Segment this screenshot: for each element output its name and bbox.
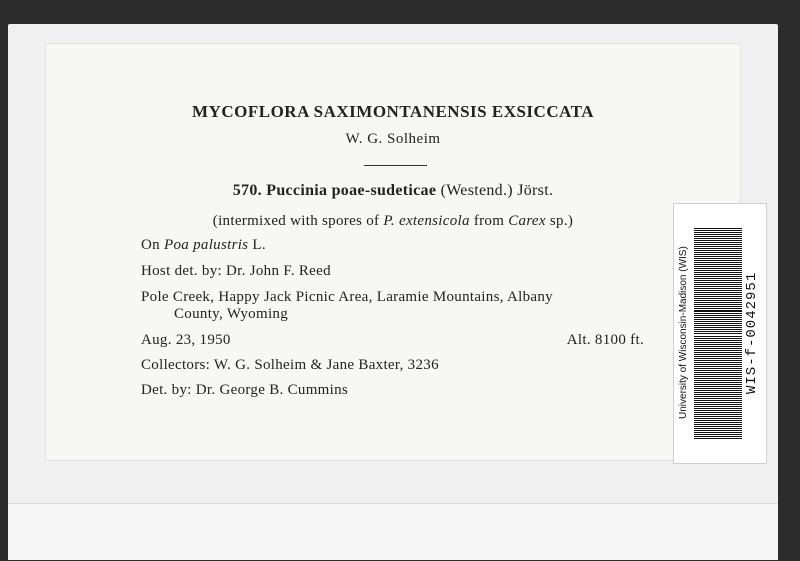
species-authority: (Westend.) Jörst.: [440, 182, 554, 199]
note-middle: from: [469, 213, 509, 229]
barcode-icon: [694, 228, 742, 440]
specimen-number: 570.: [232, 182, 262, 199]
host-det-line: Host det. by: Dr. John F. Reed: [141, 263, 331, 279]
host-authority: L.: [248, 237, 266, 253]
label-author: W. G. Solheim: [345, 131, 441, 147]
species-line: [46, 182, 740, 200]
sheet-fold: [8, 503, 778, 560]
divider: [364, 165, 427, 166]
barcode-institution: University of Wisconsin-Madison (WIS): [678, 246, 689, 420]
altitude: Alt. 8100 ft.: [566, 332, 644, 348]
collection-date: Aug. 23, 1950: [141, 332, 231, 348]
specimen-label: [46, 44, 740, 460]
note-host: Carex: [508, 213, 546, 229]
locality-line-1: Pole Creek, Happy Jack Picnic Area, Laramie Mountains, Albany: [141, 289, 553, 305]
note-prefix: (intermixed with spores of: [212, 213, 384, 229]
label-title: MYCOFLORA SAXIMONTANENSIS EXSICCATA: [192, 102, 594, 121]
species-name: Puccinia poae-sudeticae: [266, 182, 437, 199]
locality-line-2: County, Wyoming: [174, 306, 289, 322]
note-suffix: sp.): [545, 213, 574, 229]
barcode-tag: [673, 203, 767, 464]
det-by-line: Det. by: Dr. George B. Cummins: [141, 382, 349, 398]
intermixed-note: [46, 213, 740, 230]
host-plant: Poa palustris: [163, 237, 249, 253]
host-prefix: On: [141, 237, 164, 253]
collectors-line: Collectors: W. G. Solheim & Jane Baxter, 3236: [141, 357, 439, 373]
barcode-id: WIS-f-0042951: [744, 271, 760, 395]
host-plant-line: [141, 237, 266, 254]
note-taxon: P. extensicola: [383, 213, 470, 229]
